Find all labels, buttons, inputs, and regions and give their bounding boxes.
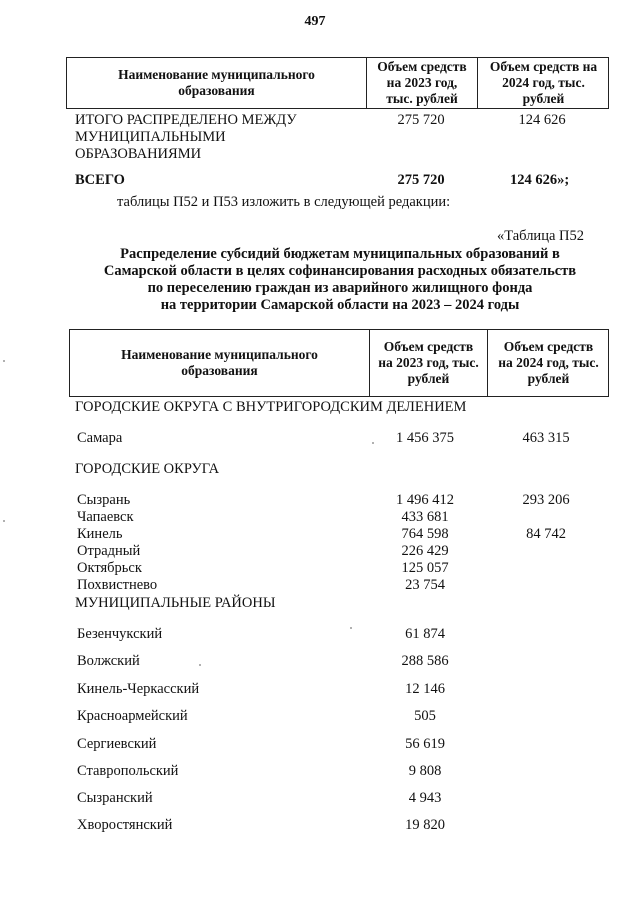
page-number: 497: [304, 14, 326, 29]
row-value-2023: 1 456 375: [396, 430, 454, 446]
row-name: Сызранский: [77, 790, 153, 806]
row-value-2023: 288 586: [401, 653, 449, 669]
row-value-2023: 1 496 412: [396, 492, 454, 508]
table1-row-total-name: ИТОГО РАСПРЕДЕЛЕНО МЕЖДУ МУНИЦИПАЛЬНЫМИ ОБРАЗОВАНИЯМИ: [75, 112, 297, 162]
row-name: Хворостянский: [77, 817, 173, 833]
row-value-2023: 505: [414, 708, 436, 724]
row-value-2024: 463 315: [522, 430, 570, 446]
row-name: Сергиевский: [77, 736, 157, 752]
row-value-2023: 764 598: [401, 526, 449, 542]
row-value-2024: 293 206: [522, 492, 570, 508]
table1-header: [66, 57, 609, 109]
scan-speck: [350, 627, 352, 629]
row-value-2023: 56 619: [405, 736, 445, 752]
row-name: Октябрьск: [77, 560, 142, 576]
row-value-2023: 23 754: [405, 577, 445, 593]
scan-speck: [3, 520, 5, 522]
row-name: Волжский: [77, 653, 140, 669]
table1-row-total-2023: 275 720: [397, 112, 445, 128]
row-value-2023: 9 808: [408, 763, 442, 779]
row-value-2023: 433 681: [401, 509, 449, 525]
row-name: Отрадный: [77, 543, 141, 559]
row-name: Красноармейский: [77, 708, 188, 724]
row-name: Безенчукский: [77, 626, 163, 642]
table1-header-2024: Объем средств на 2024 год, тыс. рублей: [489, 59, 598, 106]
row-value-2023: 61 874: [405, 626, 445, 642]
row-value-2023: 4 943: [408, 790, 442, 806]
table-title-line: по переселению граждан из аварийного жилищного фонда: [147, 280, 533, 296]
section-title: ГОРОДСКИЕ ОКРУГА: [75, 461, 220, 477]
row-value-2023: 19 820: [405, 817, 445, 833]
table-label: «Таблица П52: [497, 228, 584, 244]
row-name: Самара: [77, 430, 123, 446]
table1-row-grand-total-2023: 275 720: [397, 172, 445, 188]
section-title: ГОРОДСКИЕ ОКРУГА С ВНУТРИГОРОДСКИМ ДЕЛЕНИЕМ: [75, 399, 467, 415]
row-name: Похвистнево: [77, 577, 158, 593]
scan-speck: [372, 442, 374, 444]
table1-header-2023: Объем средств на 2023 год, тыс. рублей: [377, 59, 467, 106]
row-value-2024: 84 742: [526, 526, 566, 542]
row-name: Ставропольский: [77, 763, 179, 779]
scan-speck: [199, 664, 201, 666]
table-title-line: на территории Самарской области на 2023 – 2024 годы: [160, 297, 520, 313]
table1-header-name: Наименование муниципального образования: [118, 67, 315, 98]
table2-header-2023: Объем средств на 2023 год, тыс. рублей: [378, 339, 479, 386]
scan-speck: [3, 360, 5, 362]
table1-row-grand-total-name: ВСЕГО: [75, 172, 125, 188]
table-title-line: Распределение субсидий бюджетам муниципальных образований в: [120, 246, 560, 262]
table1-row-grand-total-2024: 124 626»;: [510, 172, 570, 188]
table2-header-name: Наименование муниципального образования: [121, 347, 318, 378]
table1-row-total-2024: 124 626: [518, 112, 566, 128]
row-value-2023: 226 429: [401, 543, 449, 559]
row-value-2023: 125 057: [401, 560, 449, 576]
row-value-2023: 12 146: [405, 681, 445, 697]
row-name: Кинель: [77, 526, 123, 542]
row-name: Кинель-Черкасский: [77, 681, 200, 697]
table2-header-2024: Объем средств на 2024 год, тыс. рублей: [498, 339, 599, 386]
instruction-text: таблицы П52 и П53 изложить в следующей редакции:: [117, 194, 451, 210]
table2-header: [69, 329, 609, 397]
section-title: МУНИЦИПАЛЬНЫЕ РАЙОНЫ: [75, 595, 276, 611]
row-name: Чапаевск: [77, 509, 134, 525]
table-title-line: Самарской области в целях софинансирования расходных обязательств: [103, 263, 577, 279]
row-name: Сызрань: [77, 492, 131, 508]
